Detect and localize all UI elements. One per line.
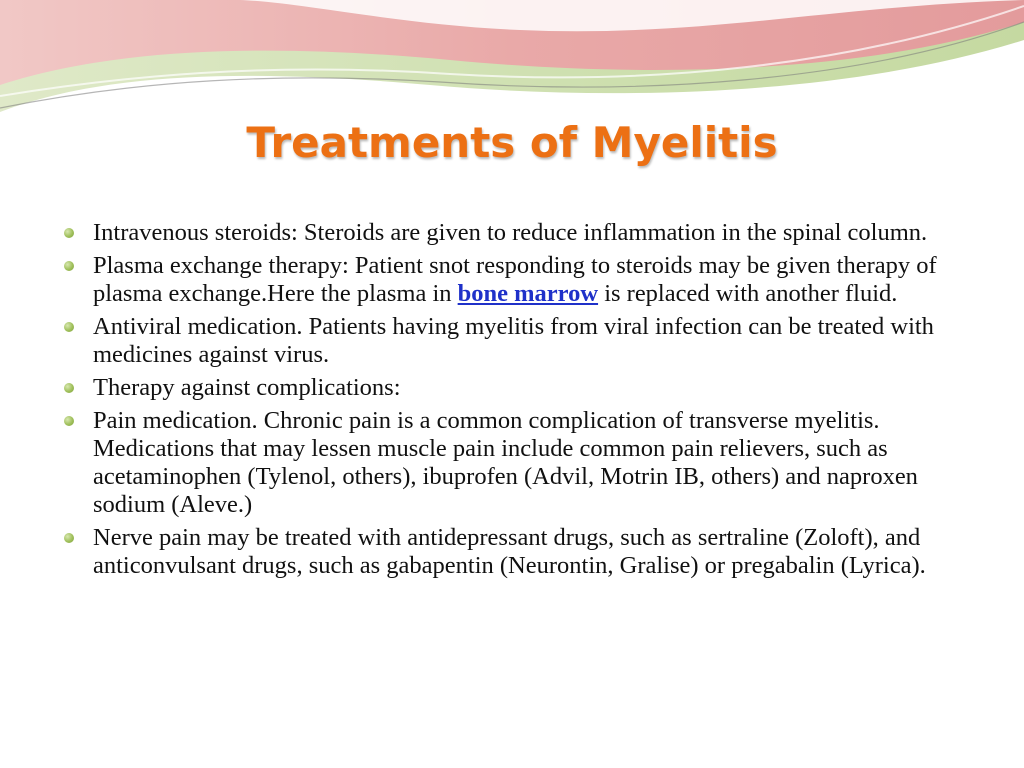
bullet-text: Nerve pain may be treated with antidepressant drugs, such as sertraline (Zoloft), and anticonvulsant drugs, such as gabapentin (Neurontin, Gralise) or pregabalin (Lyrica). [93, 524, 926, 579]
list-item [60, 313, 970, 369]
bullet-icon [64, 322, 74, 332]
list-item [60, 374, 970, 402]
bullet-icon [64, 228, 74, 238]
bullet-text: Antiviral medication. Patients having myelitis from viral infection can be treated with medicines against virus. [93, 313, 934, 368]
bullet-icon [64, 261, 74, 271]
list-item [60, 407, 970, 519]
bullet-text: Therapy against complications: [93, 374, 401, 401]
bullet-icon [64, 533, 74, 543]
bullet-list [60, 219, 970, 585]
bullet-text: Intravenous steroids: Steroids are given to reduce inflammation in the spinal column. [93, 219, 928, 246]
bullet-text: Pain medication. Chronic pain is a common complication of transverse myelitis. Medications that may lessen muscle pain include common pain relievers, such as acetaminophen (Tylenol, others), ibuprofen (Advil, Motrin IB, others) and naproxen sodium (Aleve.) [93, 407, 918, 518]
list-item [60, 252, 970, 308]
bullet-icon [64, 383, 74, 393]
bullet-text: is replaced with another fluid. [598, 280, 898, 307]
bone-marrow-link[interactable]: bone marrow [457, 280, 599, 307]
list-item [60, 219, 970, 247]
slide-title: Treatments of Myelitis [246, 118, 778, 167]
bullet-icon [64, 416, 74, 426]
decorative-swoosh-banner [0, 0, 1024, 130]
bullet-text: Plasma exchange therapy: Patient snot responding to steroids may be given therapy of plasma exchange.Here the plasma in [93, 252, 937, 307]
list-item [60, 524, 970, 580]
